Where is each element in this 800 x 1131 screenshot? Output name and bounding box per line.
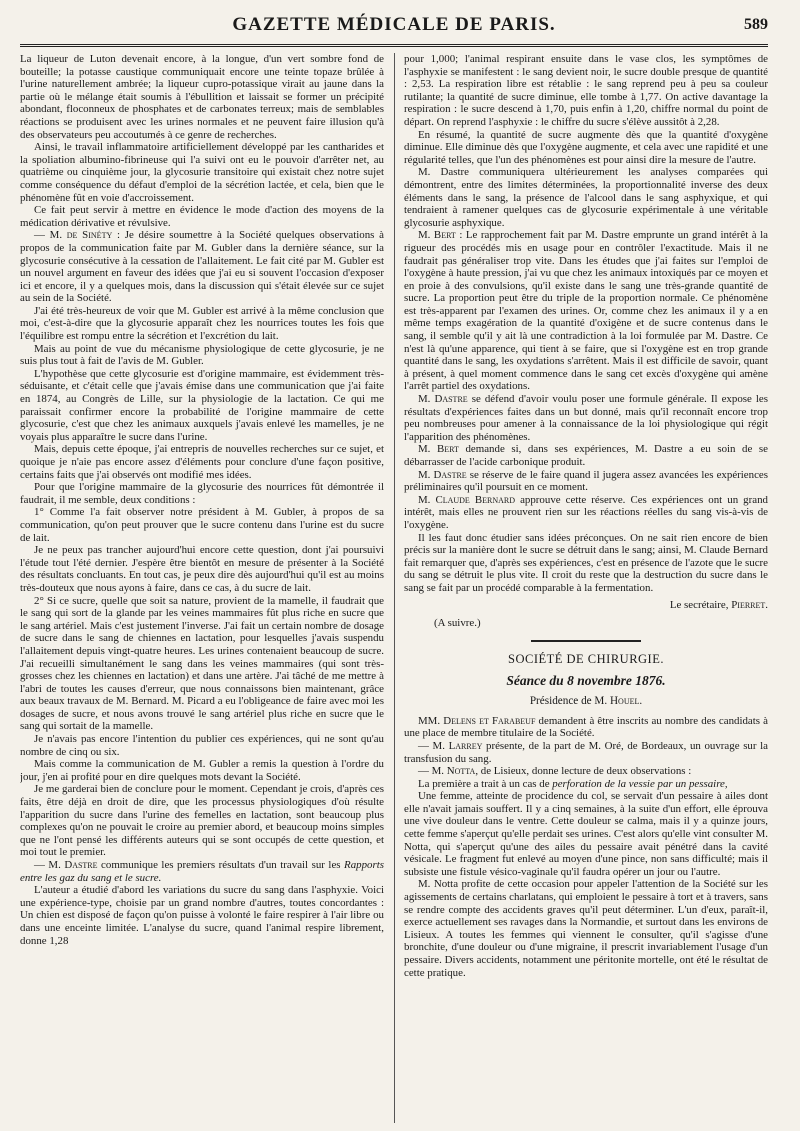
page-header [20, 0, 768, 47]
text-columns [20, 53, 768, 1123]
paragraph: Je n'avais pas encore l'intention du publier ces expériences, qui ne sont qu'au nombre de cinq ou six. [20, 733, 384, 758]
paragraph-text: se réserve de le faire quand il jugera assez avancées les expériences préliminaires qu'il poursuit en ce moment. [404, 468, 768, 494]
paragraph-text: : Je désire soumettre à la Société quelques observations à propos de la communication faite par M. Gubler dans la dernière séance, sur la glycosurie consécutive à la cessation de l'allaitement. Le fait cité par M. Gubler est un nouvel argument en faveur des idées que j'ai eu si souvent l'occasion d'exposer ici et encore, il y a quelques mois, dans la discussion qui s'était élevée sur ce sujet au sein de la Société. [20, 229, 384, 305]
paragraph-text: présente, de la part de M. Oré, de Bordeaux, un ouvrage sur la transfusion du sang. [404, 739, 768, 765]
section-title: SOCIÉTÉ DE CHIRURGIE. [508, 651, 664, 666]
paragraph: 1° Comme l'a fait observer notre président à M. Gubler, à propos de sa communication, qu'on peut prouver que le sucre contenu dans l'urine est du sucre de lait. [20, 506, 384, 544]
paragraph: En résumé, la quantité de sucre augmente dès que la quantité d'oxygène diminue. Elle diminue dès que l'oxygène augmente, et cela avec une rapidité et une régularité telles, que l'un des phénomènes est pour ainsi dire la mesure de l'autre. [404, 128, 768, 166]
paragraph: 2° Si ce sucre, quelle que soit sa nature, provient de la mamelle, il faudrait que le sang qui sort de la glande par les veines mammaires fût plus riche en sucre que le sang artériel. Mais c'est justement l'inverse. J'ai fait un certain nombre de dosage de sucre dans le sang de chiennes en lactation, pour lesquelles j'avais suspendu l'allaitement depuis vingt-quatre heures. Les urines contenaient beaucoup de sucre. J'ai recueilli simultanément le sang dans les veines mammaires (qui sont très-grosses chez les chiennes en lactation) et dans une artère. J'ai tâché de me mettre à l'abri de toutes les causes d'erreur, que nous connaissons bien maintenant, grâce aux beaux travaux de M. Bernard. M. Picard a eu l'obligeance de faire avec moi les dosages de sucre, et nous avons trouvé le sang artériel plus riche en sucre que le sang qui sortait de la mamelle. [20, 594, 384, 733]
left-column [20, 53, 384, 1123]
paragraph: — M. Notta, de Lisieux, donne lecture de deux observations : [418, 765, 692, 778]
speaker-name: M. Dastre [418, 393, 468, 406]
paragraph: pour 1,000; l'animal respirant ensuite dans le vase clos, les symptômes de l'asphyxie se manifestent : le sang devient noir, le sucre double presque de quantité : 2,53. La respiration libre est rétablie : le sang reprend peu à peu sa couleur rutilante; la quantité de sucre diminue, elle tombe à 1,77. On active davantage la respiration : le sucre descend à 1,70, puis enfin à 1,20, chiffre normal du point de départ. On reprend l'asphyxie : le chiffre du sucre s'élève aussitôt à 2,28. [404, 53, 768, 128]
paragraph: Ce fait peut servir à mettre en évidence le mode d'action des moyens de la médication dérivative et révulsive. [20, 204, 384, 229]
speaker-name: M. de Sinéty [49, 229, 113, 242]
paragraph: L'auteur a étudié d'abord les variations du sucre du sang dans l'asphyxie. Voici une expérience-type, choisie par un grand nombre d'autres, toutes concordantes : Un chien est disposé de façon qu'on puisse à volonté le faire respirer à l'air libre ou dans une enceinte limitée. L'analyse du sucre, quand l'animal respire librement, donne 1,28 [20, 884, 384, 947]
signature-prefix: Le secrétaire, [669, 598, 732, 611]
paragraph-text: La première a trait à un cas de [418, 777, 553, 790]
paragraph: — M. Dastre communique les premiers résultats d'un travail sur les Rapports entre les gaz du sang et le sucre. [20, 859, 384, 884]
paragraph [404, 778, 768, 791]
paragraph-text: communique les premiers résultats d'un travail sur les [97, 859, 345, 871]
speaker-name: M. Dastre [418, 468, 467, 481]
speaker-name: M. Bert [418, 443, 459, 456]
paragraph [404, 229, 768, 393]
speaker-name: MM. Delens et Farabeuf [418, 714, 536, 727]
paragraph: Je ne peux pas trancher aujourd'hui encore cette question, dont j'ai poursuivi l'étude tout l'été dernier. J'espère être bientôt en mesure de présenter à la Société des résultats concluants. En tout cas, je peux dire dès aujourd'hui qu'il est au moins très-douteux que nous ayons à faire, dans ce cas, à du sucre de lait. [20, 544, 384, 594]
paragraph: M. Dastre communiquera ultérieurement les analyses comparées qui démontrent, entre des limites déterminées, la proportionnalité inverse des deux éléments dans le sang, la présence de l'alcool dans le sang asphyxique, et qui tendraient à ramener quelques cas de glycosurie expérimentale à une véritable glycosurie asphyxique. [404, 166, 768, 229]
observation-title: perforation de la vessie par un pessaire, [552, 777, 728, 790]
paragraph [404, 443, 768, 468]
paragraph: Mais au point de vue du mécanisme physiologique de cette glycosurie, je ne suis plus tout à fait de l'avis de M. Gubler. [20, 342, 384, 368]
to-be-continued: (A suivre.) [434, 617, 481, 630]
paragraph [404, 469, 768, 494]
paragraph-text: approuve cette réserve. Ces expériences ont un grand intérêt, mais elles ne prouvent rien sur les réactions réelles du sang vis-à-vis de l'oxygène. [404, 493, 768, 531]
section-divider [531, 640, 641, 642]
president-name: Houel. [609, 694, 643, 707]
speaker-name: M. Notta [431, 765, 476, 778]
signature-name: Pierret. [731, 598, 768, 611]
paragraph: La liqueur de Luton devenait encore, à la longue, d'un vert sombre fond de bouteille; la potasse caustique communiquait encore une teinte topaze brûlée à l'urine naturellement ambrée; la liqueur cupro-potassique virait au jaune dans la partie où le mélange était soumis à l'ébullition et laissait se former un précipité abondant, floconneux de phosphates et de carbonates terreux; mais de semblables réactions se produisent avec les urines normales et ne peuvent faire illusion qu'à des observateurs peu accoutumés à ce genre de recherches. [20, 53, 384, 141]
speaker-name: M. Claude Bernard [418, 493, 516, 506]
paragraph-text: se défend d'avoir voulu poser une formule générale. Il expose les résultats d'expériences faites dans un but donné, mais qu'il reconnaît encore trop peu nombreuses pour amener à la connaissance de la loi physiologique qui régit l'apparition des phénomènes. [404, 393, 768, 443]
paragraph [404, 393, 768, 443]
presidency-prefix: Présidence de M. [529, 694, 610, 707]
paragraph: Mais, depuis cette époque, j'ai entrepris de nouvelles recherches sur ce sujet, et quoique je n'aie pas encore assez d'éléments pour conclure d'une façon positive, certains faits que j'ai observés ont modifié mes idées. [20, 443, 384, 481]
paragraph: L'hypothèse que cette glycosurie est d'origine mammaire, est évidemment très-séduisante, et c'était celle que j'avais émise dans une communication que j'ai faite en 1874, au Congrès de Lille, sur la physiologie de la lactation. Ce qui me paraissait confirmer encore la probabilité de l'origine mammaire de cette glycosurie, c'est que chez les animaux auxquels j'avais enlevé les mamelles, je ne voyais plus apparaître le sucre dans l'urine. [20, 367, 384, 443]
paragraph-text: demandent à être inscrits au nombre des candidats à une place de membre titulaire de la Société. [404, 714, 768, 740]
paragraph: Pour que l'origine mammaire de la glycosurie des nourrices fût démontrée il faudrait, il me semble, deux conditions : [20, 481, 384, 506]
paragraph: Ainsi, le travail inflammatoire artificiellement développé par les cantharides et la spoliation albumino-fibrineuse qui l'a suivi ont eu le pouvoir d'arrêter net, au quatrième ou cinquième jour, la glycosurie transitoire qui existait chez notre sujet comme conséquence du défaut d'emploi de la sécrétion lactée, et cela, bien que le phénomène fût en voie d'accroissement. [20, 141, 384, 204]
speaker-name: M. Dastre [48, 859, 98, 871]
paragraph: M. Notta profite de cette occasion pour appeler l'attention de la Société sur les agissements de certains charlatans, qui emploient le pessaire à tort et à travers, sans se rendre compte des accidents graves qu'il peut déterminer. L'un d'eux, paraît-il, exerce actuellement ses ravages dans la Normandie, et surtout dans les environs de Lisieux. A toutes les femmes qui viennent le consulter, qu'il s'agisse d'une bronchite, d'une douleur ou d'une migraine, il prescrit invariablement l'usage d'un pessaire. Divers accidents, notamment une péritonite mortelle, ont été le résultat de cette pratique. [404, 878, 768, 979]
paragraph [404, 494, 768, 532]
paragraph: J'ai été très-heureux de voir que M. Gubler est arrivé à la même conclusion que moi, c'est-à-dire que la glycosurie apparaît chez les nourrices toutes les fois que l'équilibre est rompu entre la sécrétion et l'excrétion du lait. [20, 304, 384, 343]
signature [404, 599, 768, 612]
paragraph: Il les faut donc étudier sans idées préconçues. On ne sait rien encore de bien précis sur la manière dont le sucre se détruit dans le sang; ainsi, M. Claude Bernard fait remarquer que, d'après ses expériences, c'est en présence de l'azote que le sucre du sang se détruit le plus vite. Il croit du reste que la destruction du sucre dans le sang se fait par un procédé comparable à la fermentation. [404, 531, 768, 594]
paragraph-text: demande si, dans ses expériences, M. Dastre a eu soin de se débarrasser de l'acide carbonique produit. [404, 443, 768, 468]
journal-title: GAZETTE MÉDICALE DE PARIS. [232, 14, 556, 35]
right-column [394, 53, 768, 1123]
presidency-line [404, 695, 768, 707]
speaker-name: M. Larrey [432, 739, 483, 752]
paragraph-text: , de Lisieux, donne lecture de deux observations : [475, 765, 692, 778]
page-number: 589 [744, 16, 768, 33]
session-title: Séance du 8 novembre 1876. [506, 672, 666, 688]
paragraph-text: : Le rapprochement fait par M. Dastre emprunte un grand intérêt à la rigueur des procédés mis en usage pour en contrôler l'exactitude. Mais il ne faudrait pas généraliser trop vite. Dans les études que j'ai faites sur l'emploi de l'oxygène à haute pression, j'ai vu que chez les animaux intoxiqués par ce moyen et en proie à des convulsions, qu'il existe dans le sang une très-grande quantité de sucre. La proportion peut être du triple de la proportion normale. Ce phénomène est très-apparent par l'examen des urines. Or, comme chez les animaux il y a en même temps exagération de la quantité d'oxigène et de sucre contenus dans le sang, il semble qu'il y ait là une contradiction à la loi formulée par M. Dastre. Ce n'est là qu'une apparence, qui tient à se faire, que si l'oxygène est en trop grande quantité dans le sang, les oxydations s'arrêtent. Mais il est difficile de savoir, quant à présent, à quel moment commence dans le sang cet excès d'oxygène qui amène l'arrêt partiel des oxydations. [404, 229, 768, 393]
communication-title: Rapports entre les gaz du sang et le sucre. [20, 859, 384, 884]
speaker-name: M. Bert [418, 229, 456, 242]
paragraph: — M. Larrey présente, de la part de M. Oré, de Bordeaux, un ouvrage sur la transfusion du sang. [404, 739, 768, 765]
paragraph: Je me garderai bien de conclure pour le moment. Cependant je crois, d'après ces faits, être déjà en droit de dire, que les processus physiologiques d'où résulte l'apparition du sucre dans l'urine des femelles en lactation, sont beaucoup plus complexes qu'on ne pouvait le croire au premier abord, et beaucoup moins simples que ne l'ont pensé les différents auteurs qui se sont occupés de cette question, et moi tout le premier. [20, 783, 384, 859]
paragraph: — M. de Sinéty : Je désire soumettre à la Société quelques observations à propos de la communication faite par M. Gubler dans la dernière séance, sur la glycosurie consécutive à la cessation de l'allaitement. Le fait cité par M. Gubler est un nouvel argument en faveur des idées que j'ai eu si souvent l'occasion d'exposer ici et encore, il y a quelques mois, dans la discussion qui s'était élevée sur ce sujet au sein de la Société. [20, 229, 384, 305]
paragraph: Une femme, atteinte de procidence du col, se servait d'un pessaire à ailes dont elle n'avait jamais souffert. Il y a cinq semaines, à la suite d'un effort, elle éprouva une vive douleur dans le ventre. Cette douleur se calma, mais il y a quinze jours, cette femme s'aperçut qu'elle perdait ses urines. C'est alors qu'elle vint consulter M. Notta, qui s'aperçut qu'une des ailes du pessaire avait pénétré dans la cavité vésicale. Le fragment fut enlevé au moyen d'une pince, non sans difficulté; mais il subsiste une fistule vésico-vaginale qu'il faudra opérer un jour ou l'autre. [404, 790, 768, 878]
paragraph: Mais comme la communication de M. Gubler a remis la question à l'ordre du jour, j'en ai profité pour en dire quelques mots devant la Société. [20, 758, 384, 783]
paragraph [404, 715, 768, 740]
